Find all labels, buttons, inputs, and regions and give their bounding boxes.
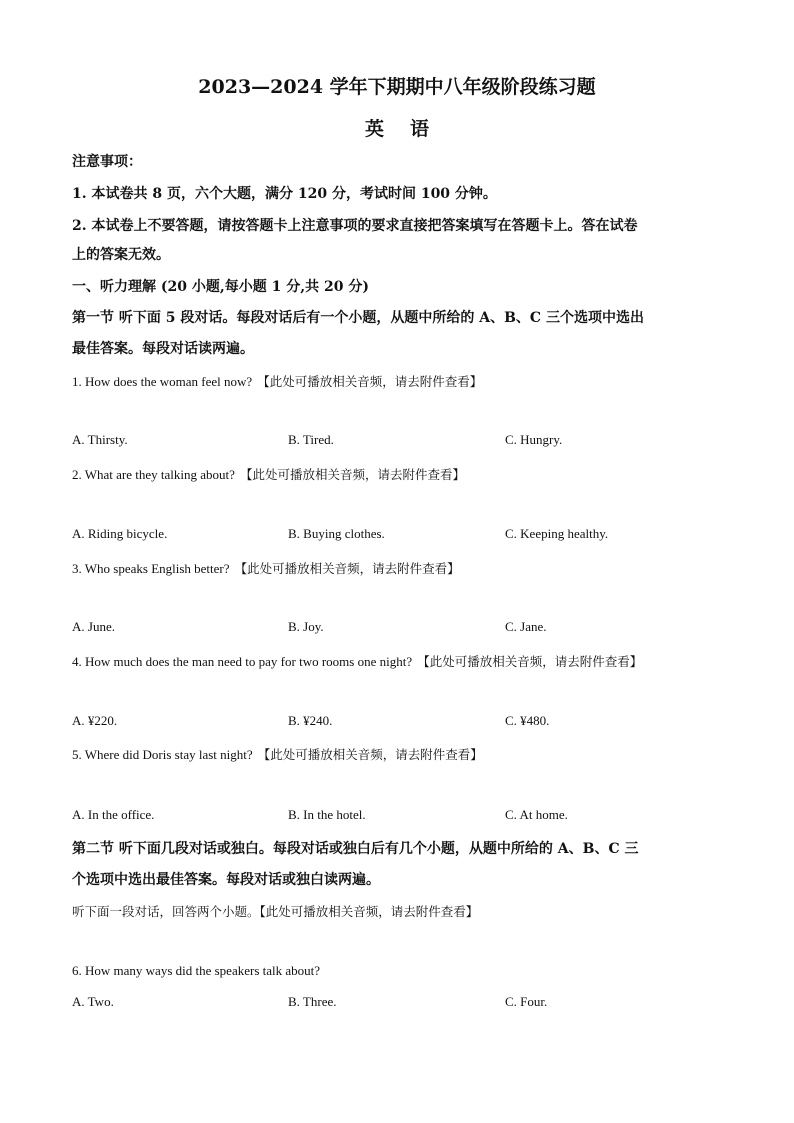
question-1 [72, 371, 482, 390]
question-4 [72, 651, 642, 670]
question-6: 6. How many ways did the speakers talk about? [72, 963, 321, 978]
q2-option-b: B. Buying clothes. [288, 526, 385, 541]
notice-item-1: 1. 本试卷共 8 页，六个大题，满分 120 分，考试时间 100 分钟。 [72, 186, 497, 202]
q6-option-b: B. Three. [288, 994, 337, 1009]
notice-heading: 注意事项： [72, 154, 142, 170]
audio-note[interactable]: 【此处可播放相关音频，请去附件查看】 [257, 374, 483, 389]
q3-option-c: C. Jane. [505, 619, 547, 634]
part1-heading: 一、听力理解 (20 小题,每小题 1 分,共 20 分) [72, 279, 369, 295]
question-text: 3. Who speaks English better? [72, 561, 230, 576]
section2-instruction-line2: 个选项中选出最佳答案。每段对话或独白读两遍。 [72, 872, 380, 888]
question-text: 4. How much does the man need to pay for two rooms one night? [72, 654, 413, 669]
q5-option-a: A. In the office. [72, 807, 155, 822]
section2-instruction-line1: 第二节 听下面几段对话或独白。每段对话或独白后有几个小题，从题中所给的 A、B、C 三 [72, 841, 639, 857]
q3-option-a: A. June. [72, 619, 115, 634]
exam-title: 2023—2024 学年下期期中八年级阶段练习题 [198, 76, 596, 98]
section2-dialogue-instruction [72, 901, 478, 920]
audio-note[interactable]: 【此处可播放相关音频，请去附件查看】 [259, 904, 479, 919]
section1-instruction-line2: 最佳答案。每段对话读两遍。 [72, 341, 254, 357]
question-text: 1. How does the woman feel now? [72, 374, 253, 389]
q5-option-c: C. At home. [505, 807, 568, 822]
audio-note[interactable]: 【此处可播放相关音频，请去附件查看】 [240, 467, 466, 482]
section1-instruction-line1: 第一节 听下面 5 段对话。每段对话后有一个小题，从题中所给的 A、B、C 三个选项中选出 [72, 310, 644, 326]
instruction-text: 听下面一段对话，回答两个小题。 [72, 904, 260, 919]
q1-option-a: A. Thirsty. [72, 432, 128, 447]
question-2 [72, 464, 465, 483]
q2-option-c: C. Keeping healthy. [505, 526, 609, 541]
notice-item-2: 2. 本试卷上不要答题，请按答题卡上注意事项的要求直接把答案填写在答题卡上。答在试卷 [72, 218, 638, 234]
q1-option-b: B. Tired. [288, 432, 334, 447]
q4-option-c: C. ¥480. [505, 713, 550, 728]
q6-option-a: A. Two. [72, 994, 114, 1009]
notice-item-2-cont: 上的答案无效。 [72, 247, 170, 263]
q3-option-b: B. Joy. [288, 619, 324, 634]
question-text: 5. Where did Doris stay last night? [72, 747, 253, 762]
question-text: 2. What are they talking about? [72, 467, 235, 482]
audio-note[interactable]: 【此处可播放相关音频，请去附件查看】 [257, 747, 483, 762]
subject-title: 英语 [364, 118, 455, 140]
q5-option-b: B. In the hotel. [288, 807, 366, 822]
question-3 [72, 558, 460, 577]
q2-option-a: A. Riding bicycle. [72, 526, 168, 541]
question-5 [72, 744, 483, 763]
q4-option-a: A. ¥220. [72, 713, 118, 728]
q6-option-c: C. Four. [505, 994, 548, 1009]
audio-note[interactable]: 【此处可播放相关音频，请去附件查看】 [417, 654, 643, 669]
q4-option-b: B. ¥240. [288, 713, 333, 728]
audio-note[interactable]: 【此处可播放相关音频，请去附件查看】 [234, 561, 460, 576]
q1-option-c: C. Hungry. [505, 432, 563, 447]
